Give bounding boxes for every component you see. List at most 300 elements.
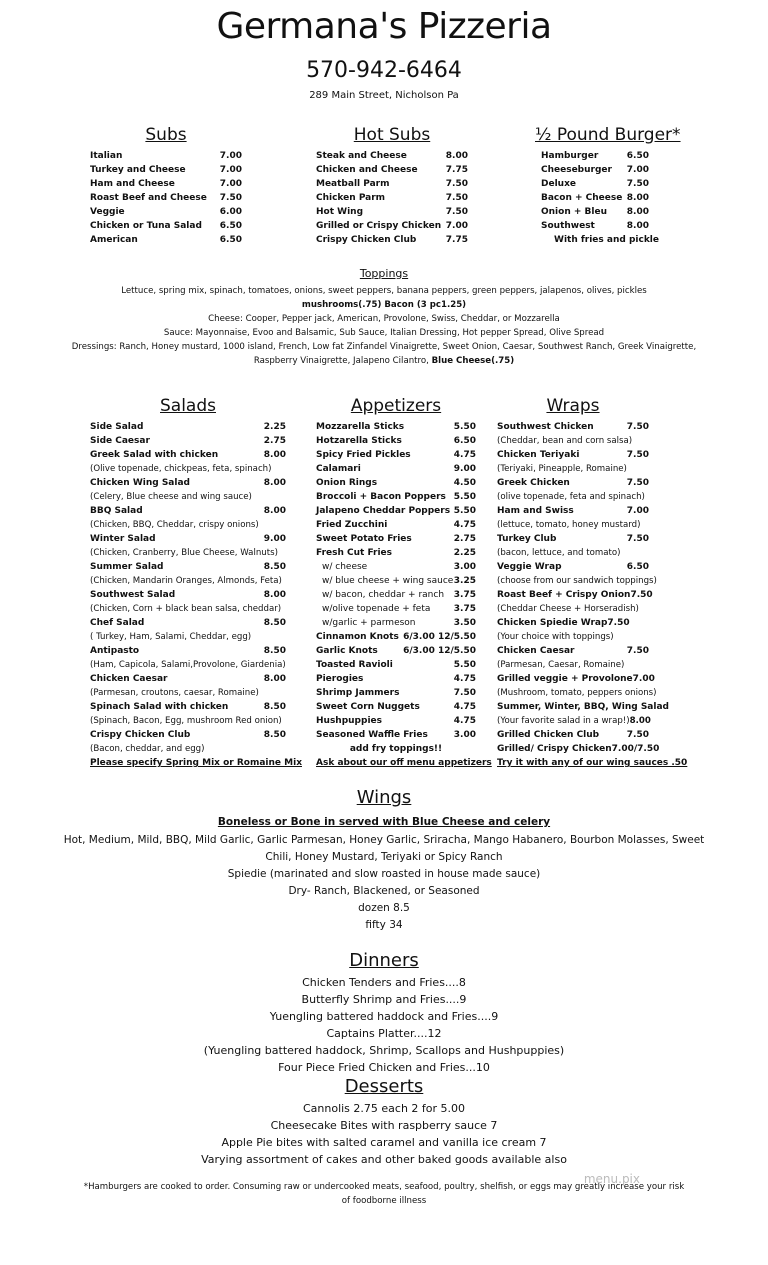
item-price: 4.75 xyxy=(453,674,476,684)
item-price: 7.75 xyxy=(445,235,468,245)
item-price: 6/3.00 12/5.50 xyxy=(403,646,476,656)
menu-item xyxy=(90,163,242,177)
item-price: 8.00 xyxy=(629,716,651,726)
item-name: Onion + Bleu xyxy=(541,207,607,217)
item-price: 7.50 xyxy=(445,193,468,203)
item-description xyxy=(90,518,286,532)
item-description-text: (Bacon, cheddar, and egg) xyxy=(90,744,205,754)
menu-item xyxy=(541,163,649,177)
item-price: 5.50 xyxy=(453,660,476,670)
menu-item xyxy=(497,742,660,756)
menu-item xyxy=(497,644,649,658)
appetizers-list xyxy=(316,420,476,742)
item-description-text: (olive topenade, feta and spinach) xyxy=(497,492,645,502)
item-price: 8.50 xyxy=(263,618,286,628)
menu-item xyxy=(90,205,242,219)
menu-item xyxy=(316,191,468,205)
menu-item xyxy=(316,177,468,191)
item-description-text: ( Turkey, Ham, Salami, Cheddar, egg) xyxy=(90,632,252,642)
item-name: Calamari xyxy=(316,464,361,474)
menu-item xyxy=(497,728,649,742)
item-price: 8.00 xyxy=(626,193,649,203)
menu-item xyxy=(497,560,649,574)
item-description xyxy=(90,462,286,476)
menu-item xyxy=(90,560,286,574)
menu-item xyxy=(497,588,653,602)
item-price: 3.75 xyxy=(453,590,476,600)
item-description-text: (Celery, Blue cheese and wing sauce) xyxy=(90,492,252,502)
menu-item xyxy=(316,205,468,219)
item-price: 7.00 xyxy=(626,165,649,175)
item-description xyxy=(497,714,649,728)
item-name: Side Caesar xyxy=(90,436,150,446)
item-name: Italian xyxy=(90,151,123,161)
item-name: Chicken or Tuna Salad xyxy=(90,221,202,231)
item-name: Fresh Cut Fries xyxy=(316,548,393,558)
item-description-text: (Cheddar Cheese + Horseradish) xyxy=(497,604,639,614)
item-price: 7.50 xyxy=(626,422,649,432)
item-price: 7.50 xyxy=(445,179,468,189)
item-description xyxy=(90,546,286,560)
menu-item xyxy=(90,219,242,233)
menu-item xyxy=(316,448,476,462)
item-name: Garlic Knots xyxy=(316,646,378,656)
item-description xyxy=(497,434,649,448)
item-price: 7.50 xyxy=(219,193,242,203)
menu-item xyxy=(541,191,649,205)
item-name: Ham and Cheese xyxy=(90,179,175,189)
watermark: menu.pix xyxy=(583,1172,640,1186)
wings-dry: Dry- Ranch, Blackened, or Seasoned xyxy=(288,885,480,897)
item-price: 4.75 xyxy=(453,450,476,460)
item-name: Side Salad xyxy=(90,422,144,432)
item-name: w/ blue cheese + wing sauce xyxy=(322,576,454,586)
footer-disclaimer-cont: of foodborne illness xyxy=(341,1196,427,1206)
menu-item xyxy=(316,616,476,630)
desserts-item: Apple Pie bites with salted caramel and vanilla ice cream 7 xyxy=(221,1136,547,1149)
menu-item xyxy=(316,434,476,448)
item-name: Southwest xyxy=(541,221,595,231)
item-price: 8.00 xyxy=(263,674,286,684)
item-price: 6.00 xyxy=(219,207,242,217)
desserts-item: Varying assortment of cakes and other baked goods available also xyxy=(201,1153,567,1166)
menu-item xyxy=(90,448,286,462)
hot-subs-title: Hot Subs xyxy=(353,125,431,145)
item-name: Roast Beef and Cheese xyxy=(90,193,207,203)
item-description-text: (Chicken, BBQ, Cheddar, crispy onions) xyxy=(90,520,259,530)
item-price: 4.75 xyxy=(453,520,476,530)
item-price: 7.00/7.50 xyxy=(611,744,660,754)
item-price: 7.00 xyxy=(219,151,242,161)
menu-item xyxy=(316,686,476,700)
menu-item xyxy=(497,700,669,714)
item-name: Chicken Spiedie Wrap7.50 xyxy=(497,618,630,628)
item-name: Bacon + Cheese xyxy=(541,193,623,203)
menu-item xyxy=(316,714,476,728)
item-price: 8.00 xyxy=(626,207,649,217)
menu-item xyxy=(316,700,476,714)
toppings-dressings: Dressings: Ranch, Honey mustard, 1000 island, French, Low fat Zinfandel Vinaigrette, Sweet Onion, Caesar, Southwest Ranch, Greek Vinaigrette, xyxy=(71,342,697,352)
item-description xyxy=(90,574,286,588)
item-description-text: (Your choice with toppings) xyxy=(497,632,614,642)
item-price: 3.75 xyxy=(453,604,476,614)
item-name: Southwest Chicken xyxy=(497,422,594,432)
wraps-section xyxy=(497,396,688,770)
item-price: 7.50 xyxy=(630,590,653,600)
item-description xyxy=(90,742,286,756)
desserts-list xyxy=(0,1100,768,1168)
item-description-text: (Spinach, Bacon, Egg, mushroom Red onion) xyxy=(90,716,282,726)
item-price: 8.50 xyxy=(263,702,286,712)
item-price: 4.75 xyxy=(453,716,476,726)
item-description xyxy=(497,546,649,560)
item-price: 7.00 xyxy=(632,674,655,684)
dinners-item: Four Piece Fried Chicken and Fries...10 xyxy=(278,1061,490,1074)
item-description-text: (Mushroom, tomato, peppers onions) xyxy=(497,688,657,698)
item-name: Chicken Caesar xyxy=(497,646,575,656)
item-name: Antipasto xyxy=(90,646,140,656)
item-description-text: (Chicken, Mandarin Oranges, Almonds, Feta) xyxy=(90,576,282,586)
menu-item xyxy=(316,233,468,247)
item-price: 4.75 xyxy=(453,702,476,712)
menu-item xyxy=(541,177,649,191)
menu-item xyxy=(90,644,286,658)
item-description xyxy=(497,658,649,672)
item-name: Veggie xyxy=(90,207,125,217)
dinners-title: Dinners xyxy=(349,950,419,971)
item-name: Chicken and Cheese xyxy=(316,165,418,175)
item-description xyxy=(497,574,657,588)
subs-list xyxy=(90,149,242,247)
item-price: 2.75 xyxy=(263,436,286,446)
menu-item xyxy=(316,672,476,686)
wraps-note: Try it with any of our wing sauces .50 xyxy=(497,758,688,768)
item-description xyxy=(497,602,649,616)
item-description xyxy=(497,490,649,504)
toppings-blue-cheese: Blue Cheese(.75) xyxy=(431,356,515,366)
menu-item xyxy=(90,149,242,163)
item-price: 3.25 xyxy=(453,576,476,586)
item-name: Steak and Cheese xyxy=(316,151,407,161)
item-price: 7.50 xyxy=(626,450,649,460)
item-name: Ham and Swiss xyxy=(497,506,574,516)
item-price: 8.00 xyxy=(263,506,286,516)
desserts-title: Desserts xyxy=(344,1076,424,1097)
menu-item xyxy=(316,532,476,546)
footer-disclaimer: *Hamburgers are cooked to order. Consuming raw or undercooked meats, seafood, poultry, shelfish, or eggs may greatly increase your risk xyxy=(83,1182,685,1192)
burger-title: ½ Pound Burger* xyxy=(535,125,681,145)
salads-title: Salads xyxy=(160,396,216,416)
item-description xyxy=(90,714,286,728)
item-name: Chicken Wing Salad xyxy=(90,478,190,488)
item-price: 8.00 xyxy=(263,590,286,600)
item-name: Crispy Chicken Club xyxy=(316,235,417,245)
item-name: Winter Salad xyxy=(90,534,156,544)
dinners-list xyxy=(0,974,768,1076)
item-name: Chef Salad xyxy=(90,618,145,628)
item-description xyxy=(90,630,286,644)
item-name: Cheeseburger xyxy=(541,165,612,175)
salads-list xyxy=(90,420,286,756)
item-price: 7.00 xyxy=(219,179,242,189)
menu-item xyxy=(316,219,468,233)
item-description xyxy=(90,602,286,616)
item-name: Fried Zucchini xyxy=(316,520,388,530)
item-price: 6.50 xyxy=(626,151,649,161)
wings-fifty: fifty 34 xyxy=(365,919,403,931)
appetizers-section xyxy=(316,396,492,770)
item-price: 8.50 xyxy=(263,562,286,572)
menu-item xyxy=(316,490,476,504)
item-name: Summer Salad xyxy=(90,562,164,572)
item-price: 7.50 xyxy=(626,646,649,656)
item-name: Meatball Parm xyxy=(316,179,390,189)
toppings-line-1: Lettuce, spring mix, spinach, tomatoes, onions, sweet peppers, banana peppers, green peppers, jalapenos, olives, pickles xyxy=(121,286,647,296)
menu-item xyxy=(90,672,286,686)
desserts-item: Cheesecake Bites with raspberry sauce 7 xyxy=(270,1119,498,1132)
item-price: 6.50 xyxy=(219,235,242,245)
burger-note: With fries and pickle xyxy=(554,235,659,245)
menu-item xyxy=(90,233,242,247)
item-price: 3.00 xyxy=(453,562,476,572)
menu-item xyxy=(90,728,286,742)
item-name: American xyxy=(90,235,138,245)
item-price: 8.00 xyxy=(263,478,286,488)
item-name: Deluxe xyxy=(541,179,576,189)
wings-flavors-cont: Chili, Honey Mustard, Teriyaki or Spicy Ranch xyxy=(265,851,503,863)
item-name: Hushpuppies xyxy=(316,716,382,726)
item-name: Seasoned Waffle Fries xyxy=(316,730,428,740)
item-price: 4.50 xyxy=(453,478,476,488)
item-name: Crispy Chicken Club xyxy=(90,730,191,740)
item-price: 2.25 xyxy=(263,422,286,432)
hot-subs-list xyxy=(316,149,468,247)
item-description-text: (Your favorite salad in a wrap!) xyxy=(497,716,630,726)
item-description xyxy=(497,518,649,532)
burger-section xyxy=(535,125,681,247)
item-description xyxy=(497,686,657,700)
menu-item xyxy=(90,476,286,490)
item-name: Spicy Fried Pickles xyxy=(316,450,411,460)
menu-item xyxy=(316,728,476,742)
item-price: 7.50 xyxy=(626,179,649,189)
item-price: 5.50 xyxy=(453,422,476,432)
item-name: Chicken Parm xyxy=(316,193,386,203)
menu-item xyxy=(316,462,476,476)
dinners-item: (Yuengling battered haddock, Shrimp, Scallops and Hushpuppies) xyxy=(203,1044,565,1057)
item-name: Chicken Caesar xyxy=(90,674,168,684)
menu-item xyxy=(541,219,649,233)
item-price: 7.50 xyxy=(445,207,468,217)
item-price: 9.00 xyxy=(263,534,286,544)
wings-spiedie: Spiedie (marinated and slow roasted in house made sauce) xyxy=(227,868,541,880)
item-description-text: (Cheddar, bean and corn salsa) xyxy=(497,436,633,446)
item-price: 7.50 xyxy=(626,478,649,488)
item-description xyxy=(497,630,649,644)
item-price: 7.00 xyxy=(626,506,649,516)
menu-item xyxy=(90,191,242,205)
item-price: 8.50 xyxy=(263,730,286,740)
item-name: Grilled Chicken Club xyxy=(497,730,600,740)
item-price: 7.50 xyxy=(626,534,649,544)
hot-subs-section xyxy=(316,125,468,247)
item-price: 5.50 xyxy=(453,492,476,502)
item-price: 2.25 xyxy=(453,548,476,558)
toppings-sauce: Sauce: Mayonnaise, Evoo and Balsamic, Sub Sauce, Italian Dressing, Hot pepper Spread, Olive Spread xyxy=(163,328,605,338)
item-description xyxy=(90,658,286,672)
address: 289 Main Street, Nicholson Pa xyxy=(309,90,459,101)
toppings-line-2: mushrooms(.75) Bacon (3 pc1.25) xyxy=(301,300,467,310)
item-price: 3.50 xyxy=(453,618,476,628)
dinners-item: Captains Platter....12 xyxy=(326,1027,442,1040)
item-price: 3.00 xyxy=(453,730,476,740)
item-name: Turkey and Cheese xyxy=(90,165,186,175)
item-name: Southwest Salad xyxy=(90,590,176,600)
dinners-item: Chicken Tenders and Fries....8 xyxy=(302,976,466,989)
wraps-title: Wraps xyxy=(546,396,600,416)
item-price: 7.00 xyxy=(219,165,242,175)
item-name: w/garlic + parmeson xyxy=(322,618,416,628)
salads-section xyxy=(90,396,302,770)
menu-item xyxy=(316,574,476,588)
item-description-text: (Teriyaki, Pineapple, Romaine) xyxy=(497,464,627,474)
item-name: Hot Wing xyxy=(316,207,364,217)
menu-item xyxy=(90,532,286,546)
menu-item xyxy=(316,163,468,177)
item-name: Chicken Teriyaki xyxy=(497,450,580,460)
toppings-title: Toppings xyxy=(359,267,409,280)
item-price: 8.50 xyxy=(263,646,286,656)
item-description xyxy=(90,490,286,504)
menu-item xyxy=(497,504,649,518)
dinners-item: Butterfly Shrimp and Fries....9 xyxy=(301,993,467,1006)
menu-item xyxy=(90,504,286,518)
item-description-text: (bacon, lettuce, and tomato) xyxy=(497,548,621,558)
wraps-list xyxy=(497,420,669,756)
item-description xyxy=(90,686,286,700)
appetizers-extra: add fry toppings!! xyxy=(349,744,443,754)
item-price: 6/3.00 12/5.50 xyxy=(403,632,476,642)
burger-list xyxy=(541,149,649,233)
item-description-text: (lettuce, tomato, honey mustard) xyxy=(497,520,641,530)
item-name: Grilled/ Crispy Chicken xyxy=(497,744,612,754)
menu-item xyxy=(497,532,649,546)
menu-item xyxy=(316,644,476,658)
menu-item xyxy=(90,700,286,714)
appetizers-note: Ask about our off menu appetizers xyxy=(316,758,492,768)
menu-item xyxy=(316,504,476,518)
toppings-cheese: Cheese: Cooper, Pepper jack, American, Provolone, Swiss, Cheddar, or Mozzarella xyxy=(208,314,560,324)
item-description-text: (Parmesan, Caesar, Romaine) xyxy=(497,660,625,670)
item-price: 7.00 xyxy=(445,221,468,231)
item-price: 8.00 xyxy=(626,221,649,231)
item-price: 6.50 xyxy=(219,221,242,231)
item-name: Mozzarella Sticks xyxy=(316,422,405,432)
item-description-text: (Chicken, Cranberry, Blue Cheese, Walnuts) xyxy=(90,548,278,558)
menu-item xyxy=(316,560,476,574)
menu-item xyxy=(316,630,476,644)
item-description-text: (Ham, Capicola, Salami,Provolone, Giardenia) xyxy=(90,660,286,670)
item-name: Grilled or Crispy Chicken xyxy=(316,221,442,231)
menu-item xyxy=(497,448,649,462)
toppings-dressings-cont xyxy=(0,354,768,368)
item-name: Turkey Club xyxy=(497,534,557,544)
item-name: Cinnamon Knots xyxy=(316,632,399,642)
item-name: Shrimp Jammers xyxy=(316,688,400,698)
item-name: Grilled veggie + Provolone xyxy=(497,674,633,684)
item-price: 6.50 xyxy=(626,562,649,572)
menu-item xyxy=(541,149,649,163)
item-name: Sweet Corn Nuggets xyxy=(316,702,420,712)
dinners-item: Yuengling battered haddock and Fries....9 xyxy=(269,1010,499,1023)
item-name: w/ cheese xyxy=(322,562,368,572)
item-price: 6.50 xyxy=(453,436,476,446)
item-name: Veggie Wrap xyxy=(497,562,562,572)
item-name: Roast Beef + Crispy Onion xyxy=(497,590,631,600)
menu-item xyxy=(316,602,476,616)
item-description xyxy=(497,462,649,476)
item-price: 8.00 xyxy=(445,151,468,161)
menu-item xyxy=(316,420,476,434)
item-price: 7.50 xyxy=(626,730,649,740)
item-price: 2.75 xyxy=(453,534,476,544)
item-price: 5.50 xyxy=(453,506,476,516)
menu-item xyxy=(90,588,286,602)
menu-item xyxy=(90,420,286,434)
wings-subtitle: Boneless or Bone in served with Blue Cheese and celery xyxy=(217,816,551,828)
item-name: Toasted Ravioli xyxy=(316,660,393,670)
subs-section xyxy=(90,125,242,247)
restaurant-title: Germana's Pizzeria xyxy=(216,6,552,47)
phone-number: 570-942-6464 xyxy=(306,58,462,83)
appetizers-title: Appetizers xyxy=(350,396,442,416)
item-name: Spinach Salad with chicken xyxy=(90,702,229,712)
item-price: 7.50 xyxy=(453,688,476,698)
menu-item xyxy=(316,518,476,532)
item-name: Hotzarella Sticks xyxy=(316,436,402,446)
item-name: Summer, Winter, BBQ, Wing Salad xyxy=(497,702,669,712)
salads-note: Please specify Spring Mix or Romaine Mix xyxy=(90,758,302,768)
wings-dozen: dozen 8.5 xyxy=(358,902,410,914)
item-name: Sweet Potato Fries xyxy=(316,534,412,544)
menu-item xyxy=(497,420,649,434)
menu-item xyxy=(497,616,649,630)
menu-item xyxy=(541,205,649,219)
item-name: Hamburger xyxy=(541,151,599,161)
item-price: 7.75 xyxy=(445,165,468,175)
menu-item xyxy=(90,434,286,448)
wings-title: Wings xyxy=(356,787,412,808)
menu-item xyxy=(90,616,286,630)
item-name: w/olive topenade + feta xyxy=(322,604,431,614)
menu-item xyxy=(316,546,476,560)
item-name: Greek Chicken xyxy=(497,478,570,488)
subs-title: Subs xyxy=(145,125,187,145)
menu-item xyxy=(316,476,476,490)
item-description-text: (Chicken, Corn + black bean salsa, cheddar) xyxy=(90,604,282,614)
item-description-text: (choose from our sandwich toppings) xyxy=(497,576,657,586)
item-price: 9.00 xyxy=(453,464,476,474)
item-description-text: (Parmesan, croutons, caesar, Romaine) xyxy=(90,688,259,698)
item-description-text: (Olive topenade, chickpeas, feta, spinach) xyxy=(90,464,272,474)
toppings-dressings-more: Raspberry Vinaigrette, Jalapeno Cilantro, xyxy=(253,356,429,366)
item-name: Onion Rings xyxy=(316,478,378,488)
desserts-item: Cannolis 2.75 each 2 for 5.00 xyxy=(302,1102,466,1115)
menu-item xyxy=(497,476,649,490)
item-price: 8.00 xyxy=(263,450,286,460)
menu-item xyxy=(316,588,476,602)
item-name: BBQ Salad xyxy=(90,506,143,516)
